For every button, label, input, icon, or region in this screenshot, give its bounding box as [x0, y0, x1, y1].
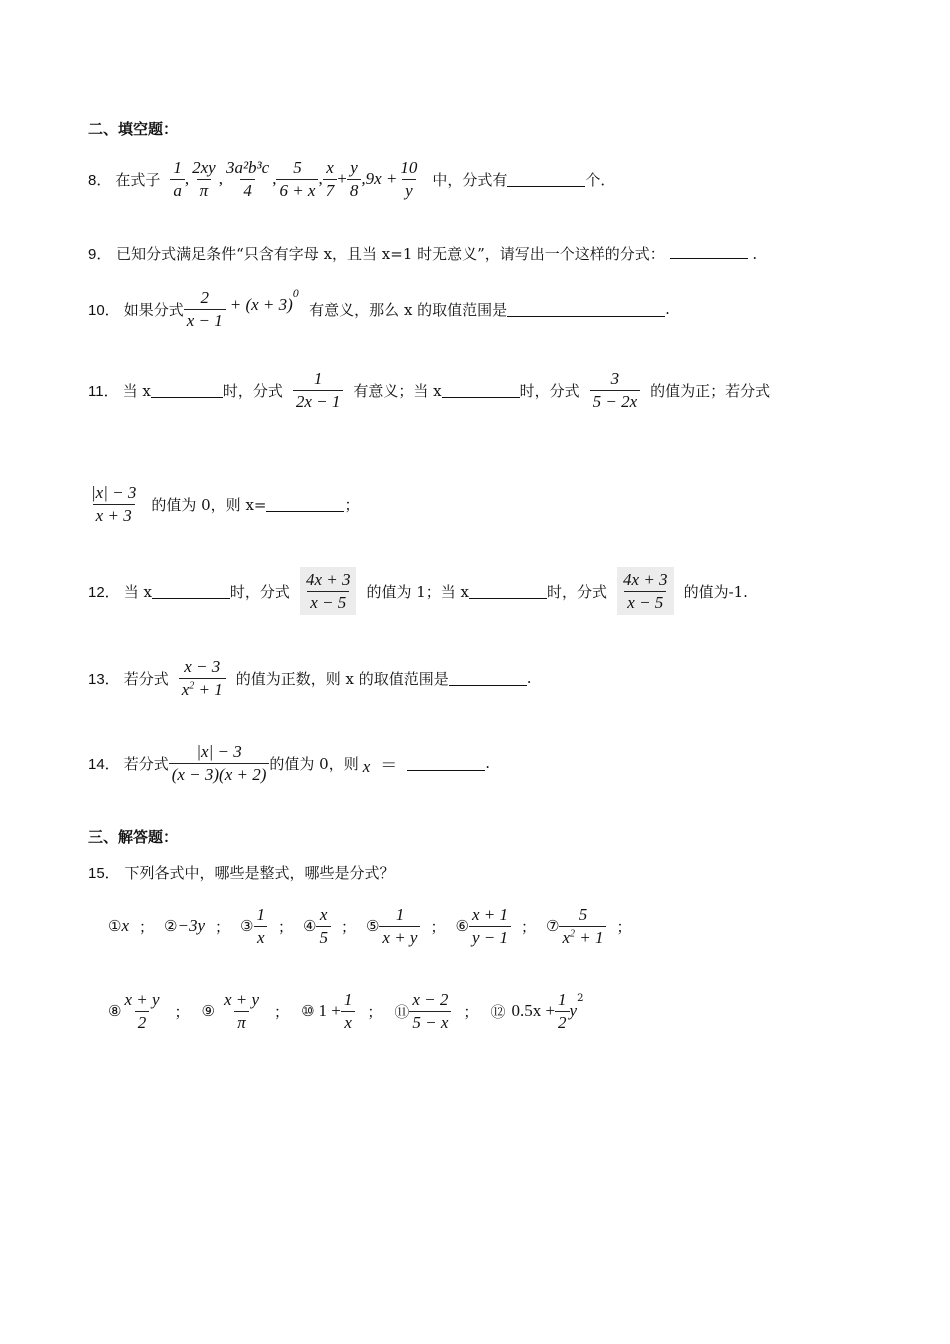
question-8 [88, 154, 615, 204]
fraction: $\frac{x}{7}$ [323, 157, 338, 201]
question-text: . [665, 300, 670, 318]
item-marker: ③ [240, 917, 254, 935]
question-text: 下列各式中，哪些是整式，哪些是分式？ [124, 864, 395, 882]
question-9 [88, 243, 757, 264]
math-expression: $\frac{1}{a}$ , $\frac{2xy}{\pi}$ , $\frac{\text{3a²b³c}}{4}$ , $\frac{5}{6 + x}$ , $\frac{x}{7}$ + $\frac{y}{8}$ ,9x + $\frac{10}{y}$ [170, 157, 420, 201]
fraction: $\frac{2}{x - 1}$ [184, 287, 226, 331]
fraction: $\frac{1}{x}$ [253, 904, 268, 948]
question-text: 若分式 [123, 754, 169, 773]
expression-row-2: ⑧ $\frac{x + y}{2}$ ； ⑨ $\frac{x + y}{\pi}$ ； ⑩ 1 + $\frac{1}{x}$ ； ⑪ $\frac{x - 2}{5 - x}$ ； ⑫ 0.5x + $\frac{1}{2}$ y 2 [108, 990, 584, 1032]
math-expression: $\frac{2}{x - 1}$ + (x + 3) 0 [184, 287, 299, 331]
fraction: $\frac{x - 3}{x^2 + 1}$ [179, 656, 226, 700]
question-text: 时，分式 [222, 381, 283, 400]
fraction: $\frac{x - 2}{5 - x}$ [409, 989, 451, 1033]
question-text: . [526, 669, 532, 687]
expression: x [121, 916, 129, 935]
section-title-fill-blank: 二、填空题： [88, 120, 179, 138]
item-marker: ⑦ [545, 917, 560, 935]
fraction: $\frac{5}{x^2 + 1}$ [559, 904, 606, 948]
expression-row-1: ① x ； ② −3y ； ③ $\frac{1}{x}$ ； ④ $\frac{x}{5}$ ； ⑤ $\frac{1}{x + y}$ ； ⑥ $\frac{x + 1}{y - 1}$ ； ⑦ $\frac{5}{x^2 + 1}$ ； [108, 905, 632, 947]
question-text: 的值为正数，则 x 的取值范围是 [235, 669, 449, 688]
fraction: $\frac{1}{2}$ [555, 989, 570, 1033]
question-number: 11． [88, 382, 119, 400]
question-text: 的值为 0，则 [269, 754, 359, 773]
item-marker: ⑤ [365, 917, 380, 935]
question-number: 10． [88, 301, 120, 319]
answer-blank[interactable] [449, 671, 527, 686]
item-marker: ④ [302, 917, 317, 935]
fraction: $\frac{1}{2x - 1}$ [293, 368, 344, 412]
question-text: . [752, 245, 758, 263]
question-text: . [485, 754, 491, 772]
question-12 [88, 563, 748, 619]
question-text: 时，分式 [229, 582, 290, 601]
section-title-answer: 三、解答题： [88, 828, 179, 846]
question-text: 如果分式 [123, 300, 184, 319]
question-number: 15． [88, 865, 120, 882]
question-11-continued [88, 476, 360, 532]
fraction: $\frac{3}{5 - 2x}$ [590, 368, 641, 412]
question-text: 中，分式有 [432, 170, 508, 189]
fraction: $\frac{1}{x + y}$ [379, 904, 420, 948]
question-text: 有意义；当 x [353, 381, 442, 400]
fraction: $\frac{5}{6 + x}$ [276, 157, 318, 201]
fraction: $\frac{2xy}{\pi}$ [192, 158, 216, 200]
question-number: 12． [88, 583, 120, 601]
fraction: $\frac{|x| - 3}{x + 3}$ [91, 483, 137, 525]
question-text: 时，分式 [547, 582, 608, 601]
expression: −3y [177, 916, 205, 935]
answer-blank[interactable] [442, 383, 520, 398]
answer-blank[interactable] [151, 383, 223, 398]
fraction: $\frac{1}{x}$ [341, 989, 356, 1033]
item-marker: ② [164, 917, 178, 935]
question-text: 个． [585, 170, 616, 189]
fraction: $\frac{|x| - 3}{(x - 3)(x + 2)}$ [169, 741, 270, 785]
fraction: $\frac{10}{y}$ [400, 158, 418, 200]
question-text: 当 x [122, 381, 151, 400]
item-marker: ① [108, 917, 122, 935]
fraction: $\frac{x + y}{2}$ [124, 990, 160, 1032]
fraction: $\frac{\text{3a²b³c}}{4}$ [225, 158, 270, 200]
question-11 [88, 362, 770, 418]
item-marker: ⑧ [108, 1002, 122, 1020]
answer-blank[interactable] [507, 302, 665, 317]
fraction: $\frac{y}{8}$ [347, 157, 362, 201]
expression: 0.5x + [511, 1001, 556, 1020]
expression: 1 + [318, 1001, 341, 1020]
answer-blank[interactable] [152, 584, 230, 599]
question-text: 的值为-1. [683, 582, 748, 601]
question-text: 若分式 [123, 669, 169, 688]
fraction: $\frac{4x + 3}{x - 5}$ [300, 567, 357, 615]
answer-blank[interactable] [469, 584, 547, 599]
question-13 [88, 650, 532, 706]
question-text: 的值为 1；当 x [366, 582, 470, 601]
question-number: 9． [88, 246, 112, 263]
expression: y [569, 1001, 578, 1020]
question-number: 14． [88, 755, 120, 773]
question-number: 13． [88, 670, 120, 688]
question-14 [88, 735, 490, 791]
item-marker: ⑩ [301, 1002, 315, 1020]
fraction: $\frac{x + y}{\pi}$ [223, 990, 260, 1032]
question-text: 有意义，那么 x 的取值范围是 [309, 300, 508, 319]
question-15 [88, 862, 394, 883]
question-number: 8． [88, 171, 112, 189]
fraction: $\frac{x + 1}{y - 1}$ [469, 904, 511, 948]
item-marker: ⑫ [490, 1002, 506, 1021]
question-text: 的值为 0，则 x= [151, 495, 267, 514]
item-marker: ⑥ [455, 917, 469, 935]
answer-blank[interactable] [670, 244, 748, 259]
question-text: ； [344, 495, 360, 514]
answer-blank[interactable] [507, 172, 585, 187]
question-text: 当 x [123, 582, 152, 601]
question-text: 的值为正；若分式 [650, 381, 771, 400]
fraction: $\frac{4x + 3}{x - 5}$ [617, 567, 674, 615]
answer-blank[interactable] [407, 756, 485, 771]
math-equals: ＝ [380, 755, 398, 775]
item-marker: ⑪ [394, 1002, 410, 1021]
fraction: $\frac{x}{5}$ [316, 904, 331, 948]
question-text: 在式子 [115, 170, 161, 189]
math-variable: x [362, 757, 371, 776]
item-marker: ⑨ [201, 1002, 215, 1020]
fraction: $\frac{1}{a}$ [170, 157, 185, 201]
question-text: 时，分式 [519, 381, 580, 400]
question-text: 已知分式满足条件“只含有字母 x，且当 x=1 时无意义”，请写出一个这样的分式： [116, 245, 665, 263]
answer-blank[interactable] [266, 497, 344, 512]
question-10 [88, 278, 670, 340]
